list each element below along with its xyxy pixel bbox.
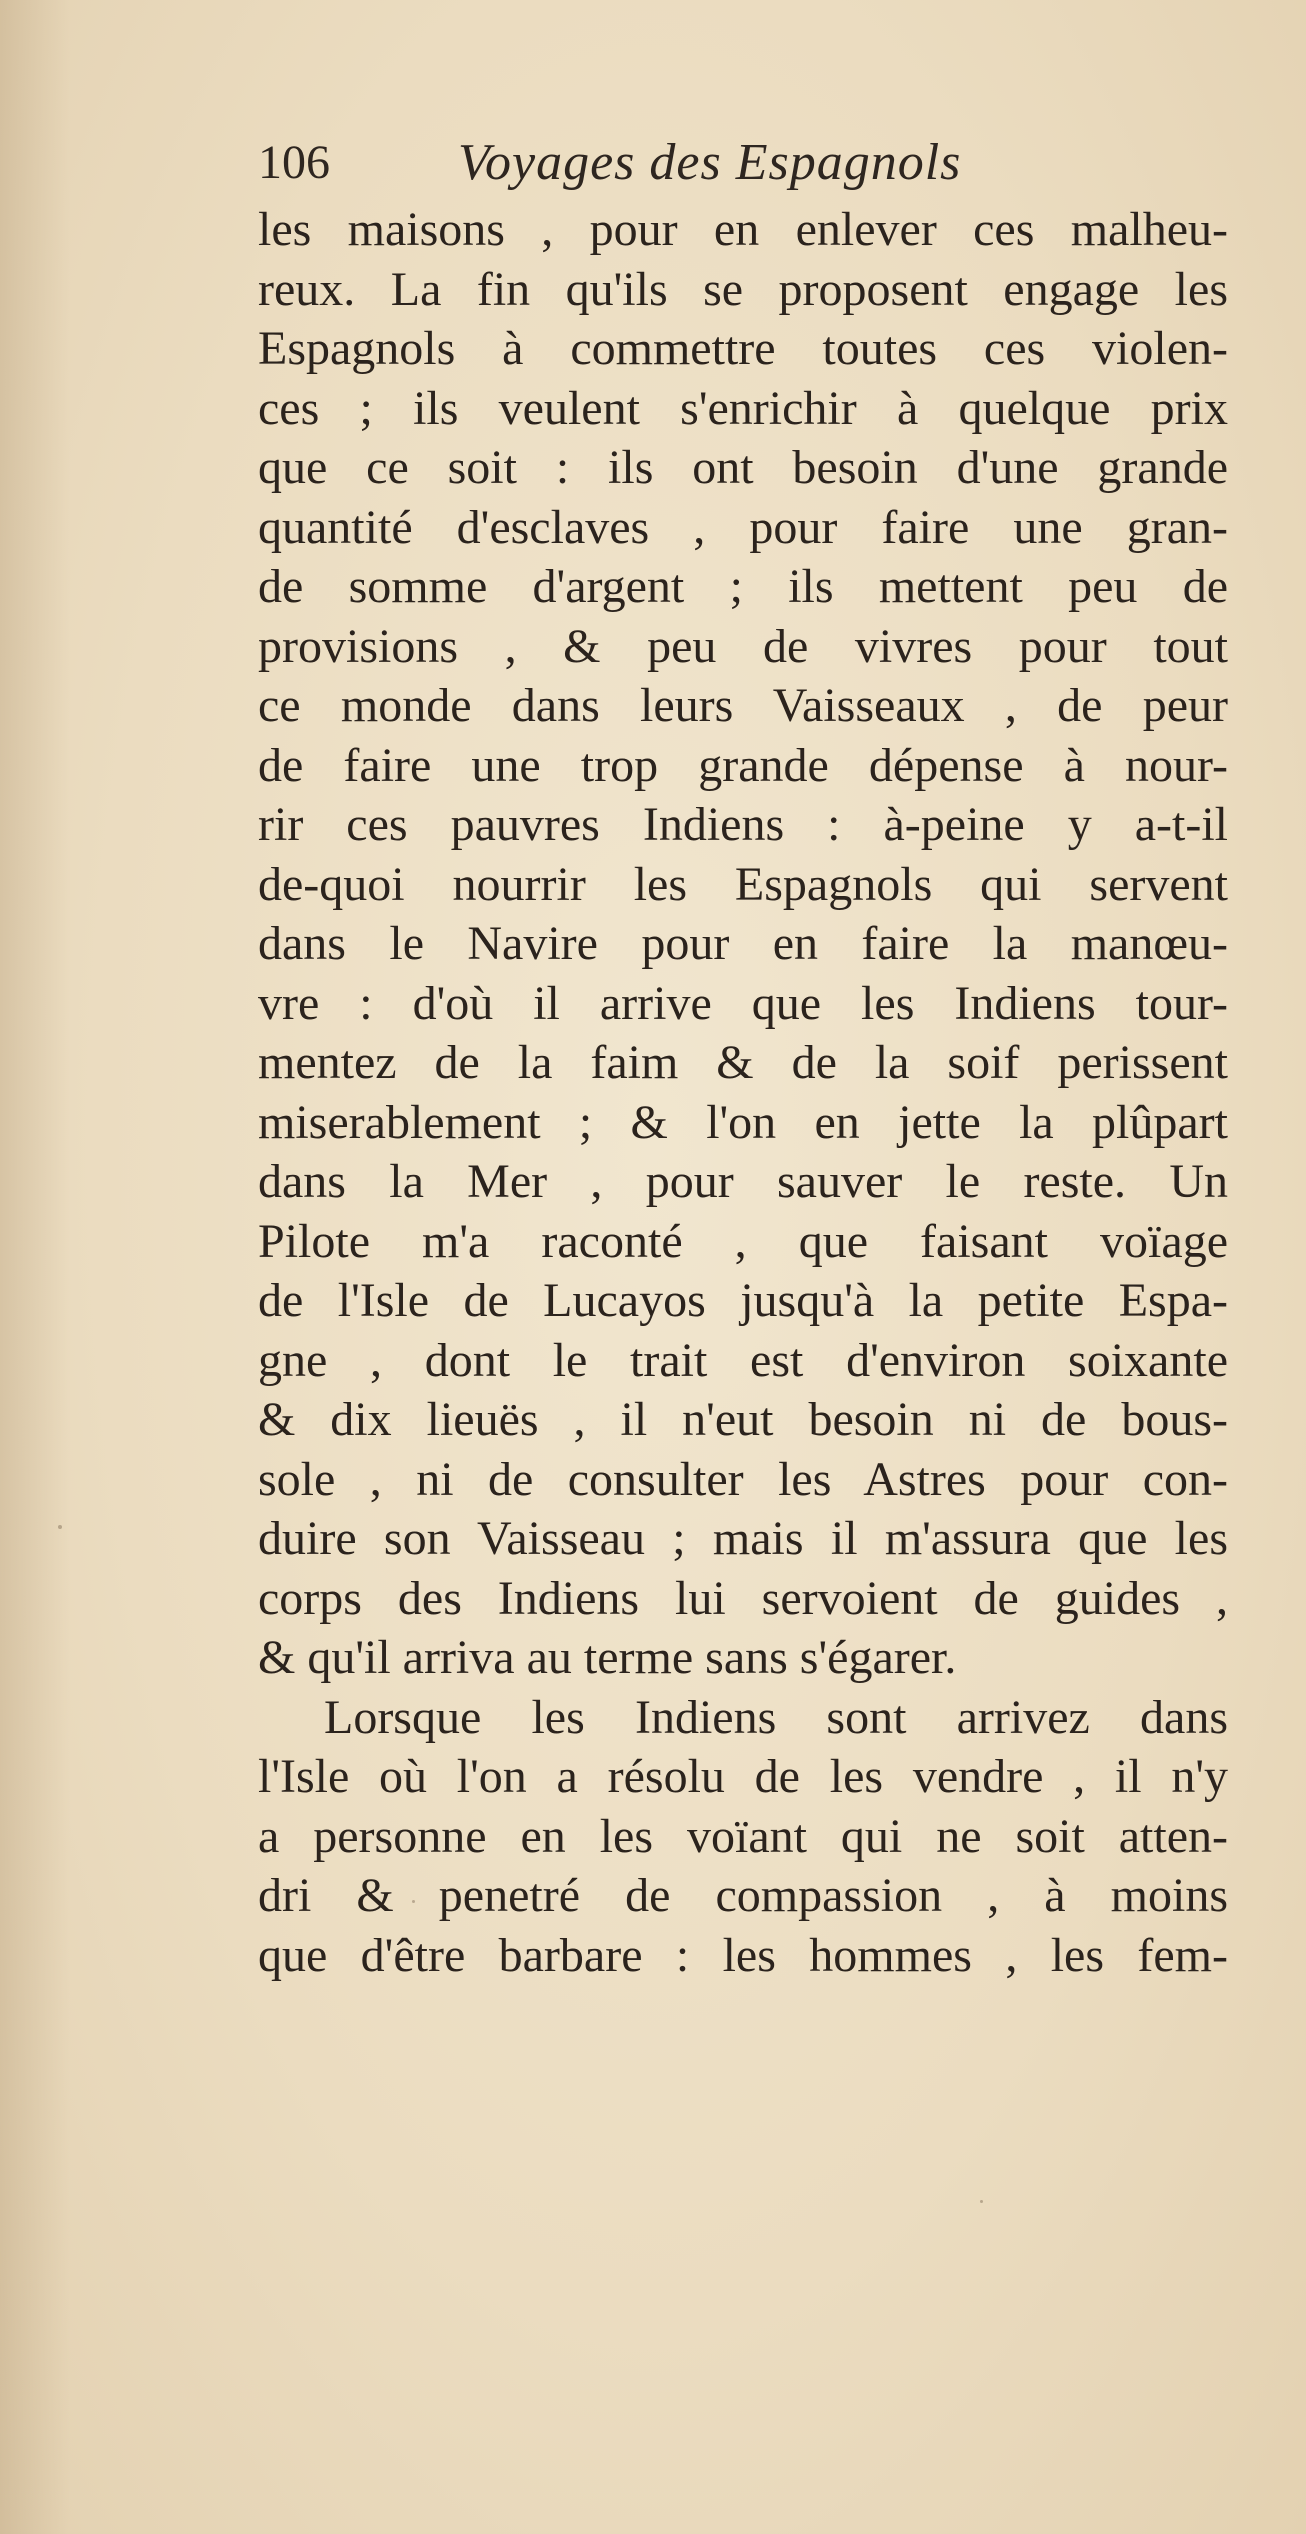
text-line: Lorsque les Indiens sont arrivez dans xyxy=(324,1690,1228,1744)
text-line: miserablement ; & l'on en jette la plûpart xyxy=(258,1095,1228,1149)
page-header xyxy=(258,128,1038,198)
paper-speck xyxy=(980,2200,983,2203)
paper-speck xyxy=(412,1900,415,1903)
text-line: corps des Indiens lui servoient de guides , xyxy=(258,1571,1228,1625)
body-text xyxy=(258,200,1228,1985)
text-line: Espagnols à commettre toutes ces violen- xyxy=(258,322,1228,375)
text-line: l'Isle où l'on a résolu de les vendre , il n'y xyxy=(258,1750,1228,1803)
text-line: de somme d'argent ; ils mettent peu de xyxy=(258,560,1228,613)
text-line: que ce soit : ils ont besoin d'une grande xyxy=(258,441,1228,494)
text-line: duire son Vaisseau ; mais il m'assura que les xyxy=(258,1512,1228,1565)
text-line: & dix lieuës , il n'eut besoin ni de bous- xyxy=(258,1393,1228,1446)
text-line: a personne en les voïant qui ne soit atten- xyxy=(258,1809,1228,1863)
text-line: & qu'il arriva au terme sans s'égarer. xyxy=(258,1631,957,1684)
text-line: de-quoi nourrir les Espagnols qui servent xyxy=(258,857,1228,911)
text-line: de faire une trop grande dépense à nour- xyxy=(258,738,1228,792)
text-line: sole , ni de consulter les Astres pour con- xyxy=(258,1452,1228,1506)
text-line: ce monde dans leurs Vaisseaux , de peur xyxy=(258,679,1228,732)
text-line: ces ; ils veulent s'enrichir à quelque prix xyxy=(258,381,1228,435)
text-line: mentez de la faim & de la soif perissent xyxy=(258,1036,1228,1089)
text-line: dans le Navire pour en faire la manœu- xyxy=(258,917,1228,970)
paper-speck xyxy=(58,1525,62,1529)
text-line: les maisons , pour en enlever ces malheu- xyxy=(258,203,1228,256)
text-line: que d'être barbare : les hommes , les fem- xyxy=(258,1928,1228,1982)
page-number: 106 xyxy=(258,136,330,189)
gutter-shadow xyxy=(0,0,70,2534)
text-line: Pilote m'a raconté , que faisant voïage xyxy=(258,1214,1228,1268)
text-line: gne , dont le trait est d'environ soixante xyxy=(258,1333,1228,1387)
text-line: vre : d'où il arrive que les Indiens tour- xyxy=(258,976,1228,1030)
text-line: dri & penetré de compassion , à moins xyxy=(258,1869,1228,1922)
text-line: provisions , & peu de vivres pour tout xyxy=(258,619,1228,673)
text-line: dans la Mer , pour sauver le reste. Un xyxy=(258,1155,1228,1208)
text-line: de l'Isle de Lucayos jusqu'à la petite Espa- xyxy=(258,1274,1228,1327)
running-title: Voyages des Espagnols xyxy=(458,134,962,191)
text-line: quantité d'esclaves , pour faire une gran- xyxy=(258,500,1228,554)
text-line: rir ces pauvres Indiens : à-peine y a-t-il xyxy=(258,798,1228,851)
text-line: reux. La fin qu'ils se proposent engage les xyxy=(258,262,1228,316)
